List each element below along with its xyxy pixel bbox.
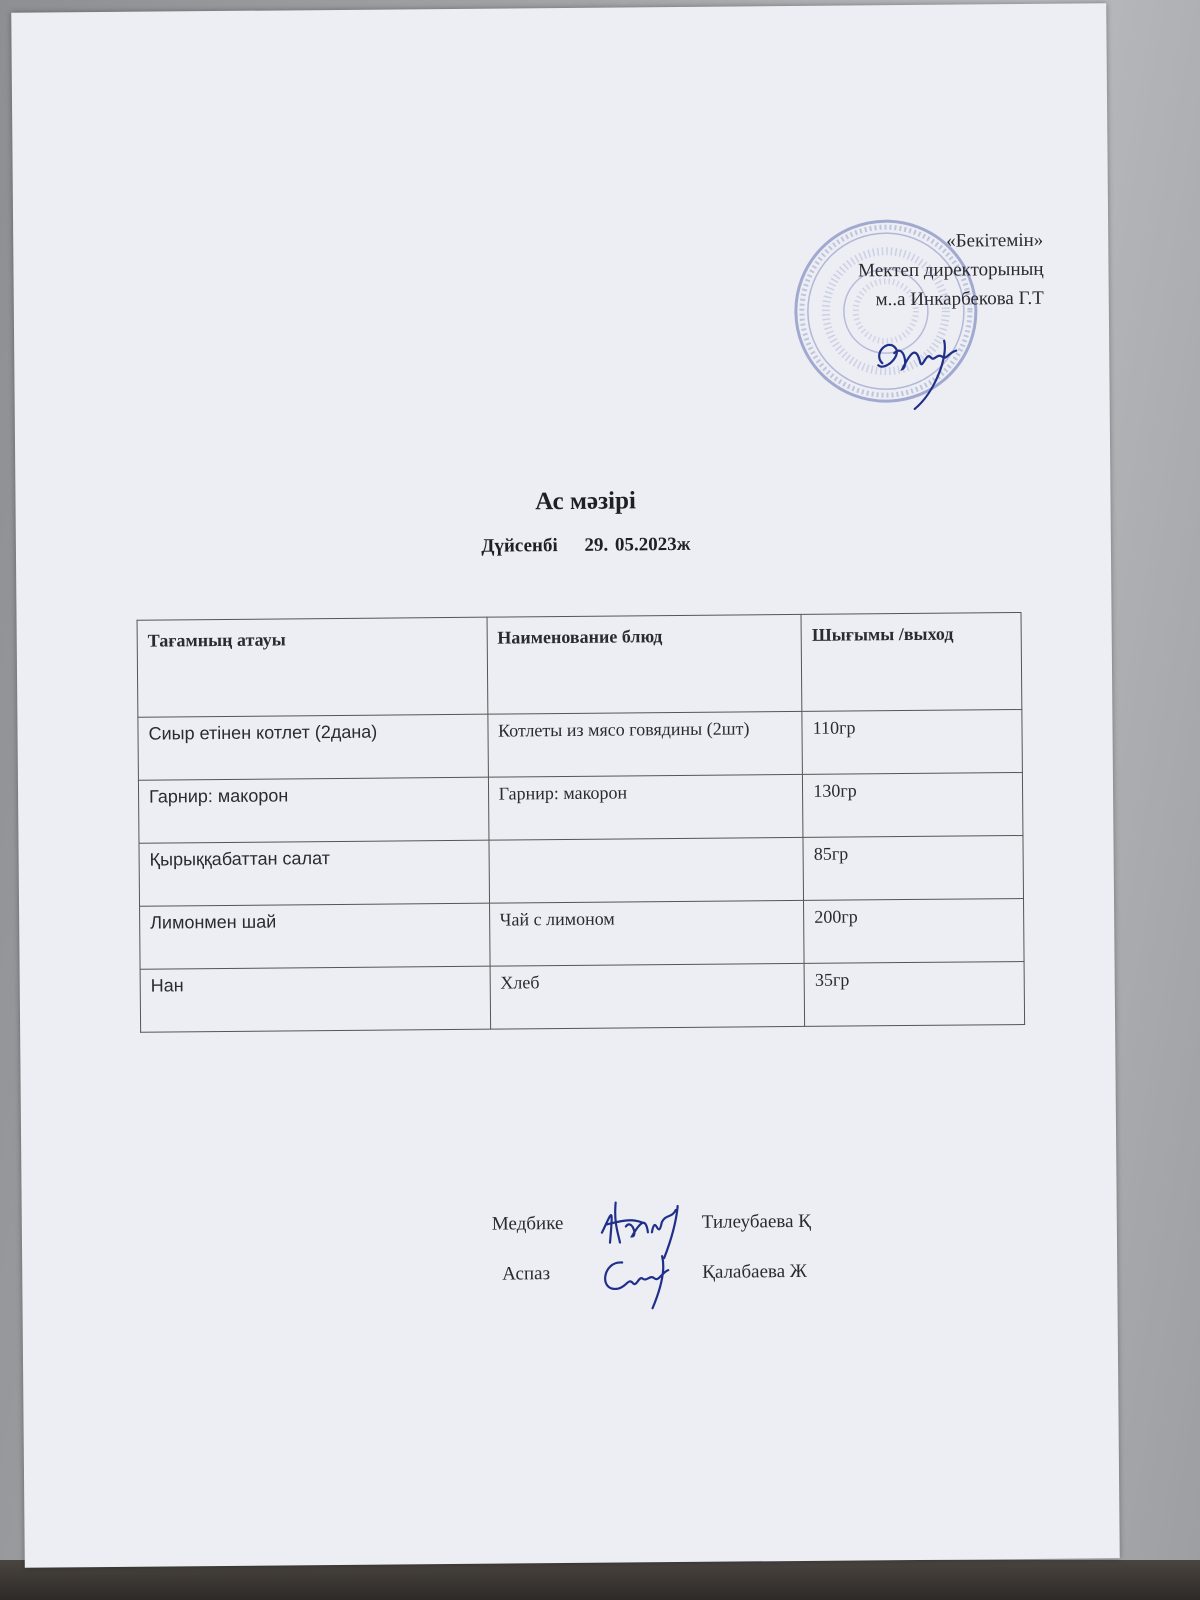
table-header-row [137, 613, 1022, 718]
signer-role: Аспаз [502, 1263, 551, 1285]
date-line [16, 530, 1156, 562]
portion-size: 85гр [803, 836, 1023, 901]
signature-row-nurse [492, 1200, 912, 1254]
approval-title: «Бекітемін» [946, 229, 1044, 252]
dish-name-kz: Гарнир: макорон [138, 777, 488, 843]
portion-size: 35гр [804, 962, 1024, 1027]
signer-name: Тилеубаева Қ [701, 1210, 812, 1233]
portion-size: 200гр [804, 899, 1024, 964]
dish-name-kz: Нан [140, 966, 490, 1032]
dish-name-ru: Котлеты из мясо говядины (2шт) [487, 711, 802, 777]
dish-name-kz: Сиыр етінен котлет (2дана) [138, 714, 488, 780]
dish-name-kz: Лимонмен шай [140, 903, 490, 969]
table-row [139, 836, 1024, 907]
dish-name-ru [489, 837, 804, 903]
dish-name-ru: Чай с лимоном [489, 900, 804, 966]
header-dish-name-kz: Тағамның атауы [137, 617, 487, 717]
dish-name-kz: Қырыққабаттан салат [139, 840, 489, 906]
signature-row-cook [492, 1250, 912, 1304]
approval-person: м..а Инкарбекова Г.Т [875, 287, 1044, 311]
document-page [11, 3, 1120, 1567]
day-of-week: Дүйсенбі [481, 535, 558, 557]
date-value: 29. 05.2023ж [584, 533, 691, 556]
portion-size: 130гр [803, 773, 1023, 838]
signature-block [492, 1200, 913, 1304]
portion-size: 110гр [802, 710, 1022, 775]
header-dish-name-ru: Наименование блюд [487, 614, 802, 714]
dish-name-ru: Гарнир: макорон [488, 774, 803, 840]
signer-role: Медбике [491, 1213, 564, 1235]
table-row [140, 962, 1025, 1033]
table-row [138, 710, 1023, 781]
table-row [138, 773, 1023, 844]
cook-signature [592, 1242, 693, 1313]
document-title: Ас мәзірі [535, 487, 637, 516]
menu-table [137, 612, 1026, 1033]
approval-block [743, 226, 1044, 316]
header-portion: Шығымы /выход [801, 613, 1022, 712]
dish-name-ru: Хлеб [490, 963, 805, 1029]
approval-position: Мектеп директорының [858, 258, 1044, 282]
table-row [140, 899, 1025, 970]
signer-name: Қалабаева Ж [702, 1260, 807, 1283]
director-signature [864, 322, 975, 413]
